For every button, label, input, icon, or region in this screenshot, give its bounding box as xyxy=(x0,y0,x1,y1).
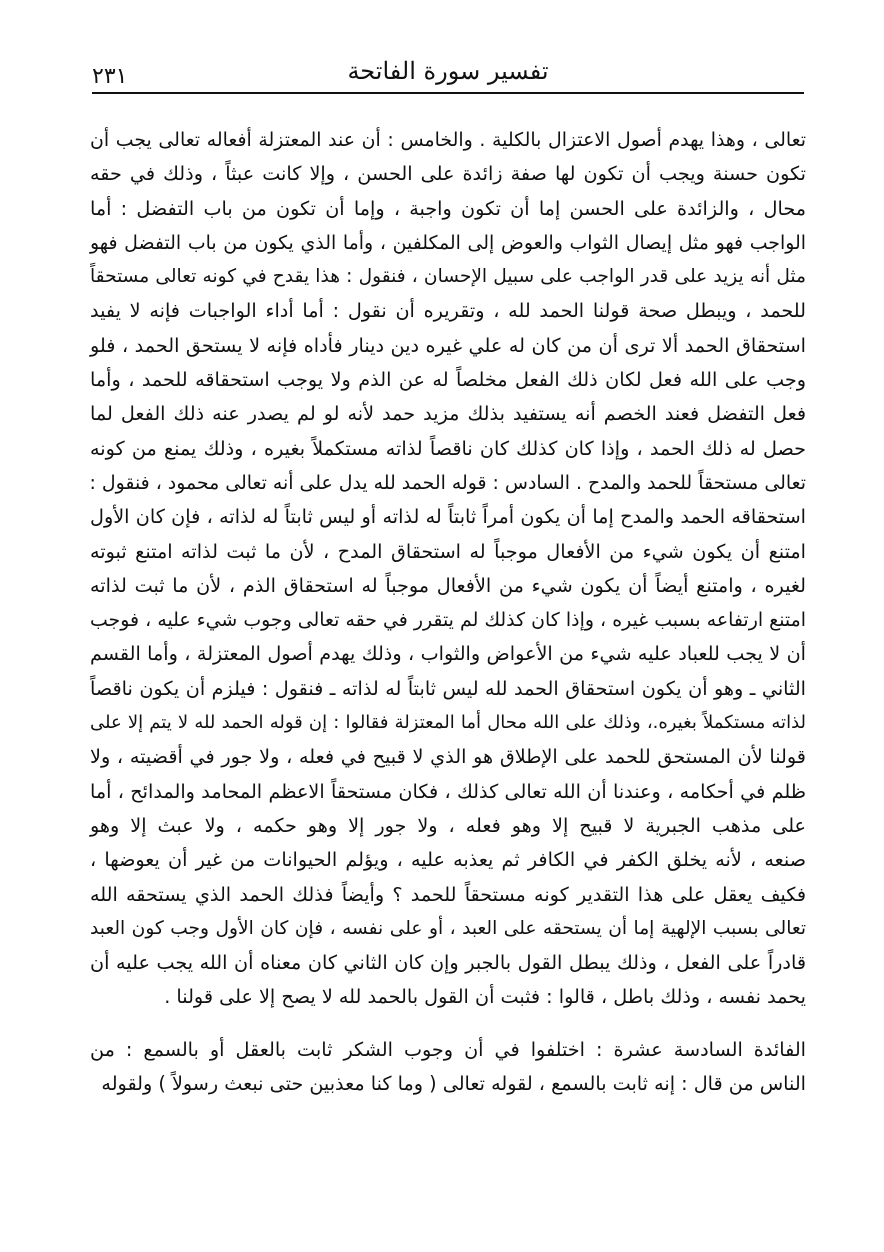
text-line: تعالى بسبب الإلهية إما أن يستحقه على العبد ، أو على نفسه ، فإن كان الأول وجب كون العبد xyxy=(90,917,806,939)
text-line: لغيره ، وامتنع أيضاً أن يكون شيء من الأفعال موجباً له استحقاق الذم ، لأن ما ثبت لذاته xyxy=(90,573,806,597)
paragraph xyxy=(90,123,806,1015)
body-text xyxy=(90,123,806,1101)
text-line: فكيف يعقل على هذا التقدير كونه مستحقاً للحمد ؟ وأيضاً فذلك الحمد الذي يستحقه الله xyxy=(90,882,806,906)
page-header xyxy=(92,52,804,92)
text-line: قادراً على الفعل ، وذلك يبطل القول بالجبر وإن كان الثاني كان معناه أن الله يجب عليه أن xyxy=(90,951,806,975)
running-title: تفسير سورة الفاتحة xyxy=(347,57,549,85)
text-line: تعالى ، وهذا يهدم أصول الاعتزال بالكلية . والخامس : أن عند المعتزلة أفعاله تعالى يجب أن xyxy=(90,129,806,151)
text-line: استحقاقه الحمد والمدح إما أن يكون أمراً ثابتاً له لذاته أو ليس ثابتاً له لذاته ، فإن كان الأول xyxy=(90,505,806,529)
text-line: صنعه ، لأنه يخلق الكفر في الكافر ثم يعذبه عليه ، ويؤلم الحيوانات من غير أن يعوضها ، xyxy=(90,848,806,872)
text-line: تكون حسنة ويجب أن تكون لها صفة زائدة على الحسن ، وإلا كانت عبثاً ، وذلك في حقه xyxy=(90,162,806,186)
text-line: وجب على الله فعل لكان ذلك الفعل مخلصاً له عن الذم ولا يوجب استحقاقه للحمد ، وأما xyxy=(90,368,806,392)
text-line: الفائدة السادسة عشرة : اختلفوا في أن وجوب الشكر ثابت بالعقل أو بالسمع : من xyxy=(90,1037,806,1061)
text-line: الواجب فهو مثل إيصال الثواب والعوض إلى المكلفين ، وأما الذي يكون من باب التفضل فهو xyxy=(90,231,806,254)
text-line: الثاني ـ وهو أن يكون استحقاق الحمد لله ليس ثابتاً له لذاته ـ فنقول : فيلزم أن يكون ناقصاً xyxy=(90,676,806,700)
text-line: لذاته مستكملاً بغيره.، وذلك على الله محال أما المعتزلة فقالوا : إن قوله الحمد لله لا يتم إلا على xyxy=(90,712,806,734)
text-line: ظلم في أحكامه ، وعندنا أن الله تعالى كذلك ، فكان مستحقاً الاعظم المحامد والمدائح ، أما xyxy=(90,779,806,803)
paragraph-gap xyxy=(90,1015,806,1033)
text-line: للحمد ، ويبطل صحة قولنا الحمد لله ، وتقريره أن نقول : أما أداء الواجبات فإنه لا يفيد xyxy=(90,299,806,323)
text-line: تعالى مستحقاً للحمد والمدح . السادس : قوله الحمد لله يدل على أنه تعالى محمود ، فنقول : xyxy=(89,471,806,494)
text-line: مثل أنه يزيد على قدر الواجب على سبيل الإحسان ، فنقول : هذا يقدح في كونه تعالى مستحقاً xyxy=(90,266,806,288)
page-number: ٢٣١ xyxy=(92,64,128,89)
header-rule xyxy=(92,92,804,94)
text-line: الناس من قال : إنه ثابت بالسمع ، لقوله تعالى ( وما كنا معذبين حتى نبعث رسولاً ) ولقوله xyxy=(101,1072,806,1096)
text-line: فعل التفضل فعند الخصم أنه يستفيد بذلك مزيد حمد لأنه لو لم يصدر عنه ذلك الفعل لما xyxy=(90,402,806,426)
text-line: امتنع أن يكون شيء من الأفعال موجباً له استحقاق المدح ، لأن ما ثبت لذاته امتنع ثبوته xyxy=(90,539,806,563)
text-line: قولنا لأن المستحق للحمد على الإطلاق هو الذي لا قبيح في فعله ، ولا جور في أقضيته ، ولا xyxy=(90,745,806,769)
text-line: حصل له ذلك الحمد ، وإذا كان كذلك كان ناقصاً لذاته مستكملاً بغيره ، وذلك يمنع من كونه xyxy=(90,436,806,460)
paragraph xyxy=(90,1033,806,1102)
text-line: استحقاق الحمد ألا ترى أن من كان له علي غيره دين دينار فأداه فإنه لا يستحق الحمد ، فلو xyxy=(90,333,806,357)
text-line: أن لا يجب للعباد عليه شيء من الأعواض والثواب ، وذلك يهدم أصول المعتزلة ، وأما القسم xyxy=(90,642,806,666)
text-line: محال ، والزائدة على الحسن إما أن تكون واجبة ، وإما أن تكون من باب التفضل : أما xyxy=(90,196,806,220)
text-line: يحمد نفسه ، وذلك باطل ، قالوا : فثبت أن القول بالحمد لله لا يصح إلا على قولنا . xyxy=(164,985,806,1009)
text-line: على مذهب الجبرية لا قبيح إلا وهو فعله ، ولا جور إلا وهو حكمه ، ولا عبث إلا وهو xyxy=(90,813,806,837)
text-line: امتنع ارتفاعه بسبب غيره ، وإذا كان كذلك لم يتقرر في حقه تعالى وجوب شيء عليه ، فوجب xyxy=(90,609,806,632)
